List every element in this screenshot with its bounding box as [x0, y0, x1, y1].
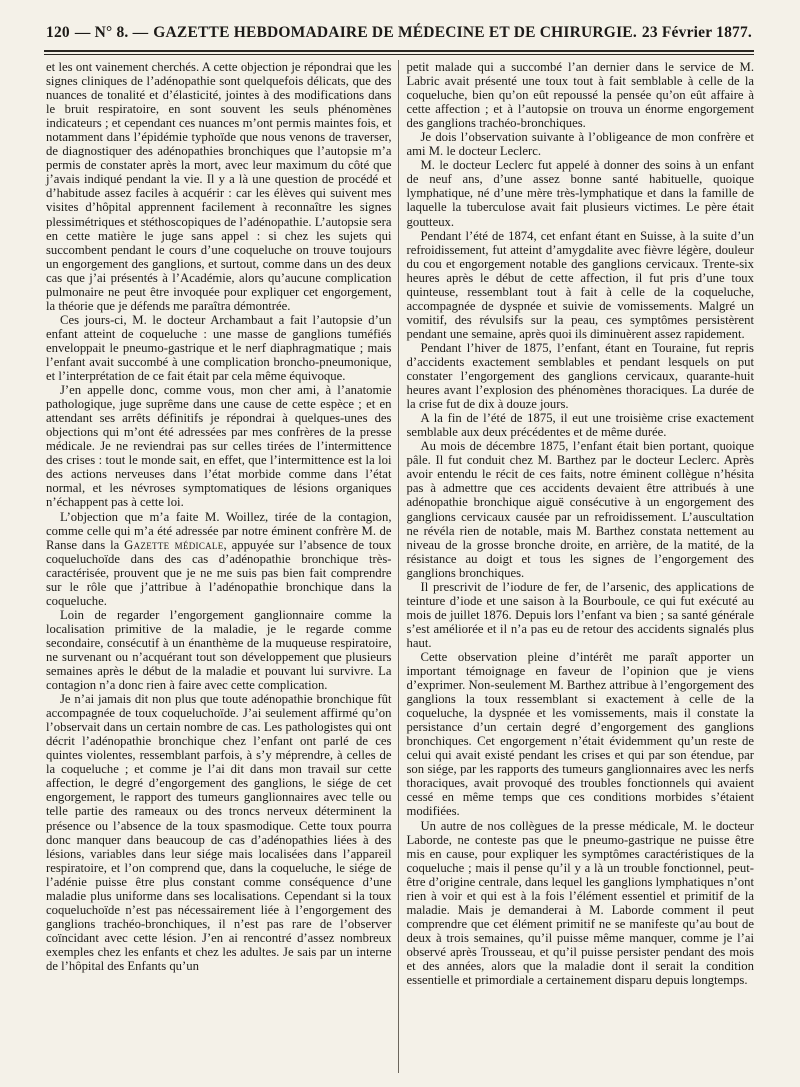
- paragraph: petit malade qui a succombé l’an dernier dans le service de M. Labric avait présenté une toux tout à fait semblable à celle de la coqueluche, bien qu’on eût repoussé la pensée qu’on eût affaire à cette affection ; et à l’autopsie on trouva un énorme engorgement des ganglions trachéo-bronchiques.: [406, 60, 754, 131]
- header-rule: [44, 50, 754, 52]
- text-run: , appuyée sur l’absence de toux coqueluchoïde dans des cas d’adénopathie bronchique très-caractérisée, prouvent que je ne me suis pas bien fait comprendre sur le rôle que j’attribue à l’adénopathie bronchique dans la coqueluche.: [46, 537, 392, 608]
- paragraph: Je n’ai jamais dit non plus que toute adénopathie bronchique fût accompagnée de toux coqueluchoïde. J’ai seulement affirmé qu’on l’observait dans un certain nombre de cas. Les pathologistes qui ont décrit l’adénopathie bronchique chez l’enfant ont parlé de ces quintes violentes, ressemblant parfois, à s’y méprendre, à celles de la coqueluche ; et comme je l’ai dit dans mon travail sur cette affection, le degré d’engorgement des ganglions, le siége de cet engorgement, le rapport des tumeurs ganglionnaires avec telle ou telle partie des rameaux ou des troncs nerveux déterminent la présence ou l’absence de la toux spasmodique. Cette toux pourra donc manquer dans beaucoup de cas d’adénopathies liées à des lésions, variables dans leur siége mais localisées dans l’appareil respiratoire, et l’on comprend que, dans la coqueluche, le siége de l’adénie puisse être plus constant comme conséquence d’une maladie plus uniforme dans ses localisations. Cependant si la toux coqueluchoïde n’est pas nécessairement liée à l’engorgement des ganglions trachéo-bronchiques, il n’est pas rare de l’observer coïncidant avec cette lésion. J’en ai rencontré d’assez nombreux exemples chez les enfants et chez les adultes. Je sais par un interne de l’hôpital des Enfants qu’un: [46, 692, 392, 973]
- paragraph: A la fin de l’été de 1875, il eut une troisième crise exactement semblable aux deux précédentes et de même durée.: [406, 411, 754, 440]
- issue-date: 23 Février 1877.: [641, 24, 752, 41]
- paragraph: Au mois de décembre 1875, l’enfant était bien portant, quoique pâle. Il fut conduit chez M. Barthez par le docteur Leclerc. Après avoir entendu le récit de ces faits, notre éminent collègue n’hésita pas à admettre que ces accidents devaient être attribués à une adénopathie bronchique aiguë consécutive à un engorgement des ganglions cervicaux causée par un refroidissement. L’auscultation ne révéla rien de notable, mais M. Barthez constata nettement au niveau de la grosse bronche droite, en arrière, de la matité, de la résistance au doigt et tous les signes de l’engorgement des ganglions bronchiques.: [406, 439, 754, 580]
- journal-title: GAZETTE HEBDOMADAIRE DE MÉDECINE ET DE CHIRURGIE.: [153, 24, 637, 41]
- article-body: [46, 60, 754, 1073]
- paragraph: Un autre de nos collègues de la presse médicale, M. le docteur Laborde, ne conteste pas que le pneumo-gastrique ne puisse être mis en cause, pour expliquer les symptômes caractéristiques de la coqueluche ; mais il pense qu’il y a là un trouble fonctionnel, peut-être d’origine centrale, dans lequel les ganglions lymphatiques n’ont rien à voir et qui est à la fois l’élément essentiel et primitif de la maladie. Mais je demanderai à M. Laborde comment il peut comprendre que cet élément primitif ne se manifeste qu’au bout de deux à trois semaines, qu’il puisse même manquer, comme je l’ai observé après Trousseau, et qu’il puisse persister pendant des mois et des années, alors que la maladie dont il serait la condition essentielle et primordiale a certainement disparu depuis longtemps.: [406, 818, 754, 988]
- paragraph: Cette observation pleine d’intérêt me paraît apporter un important témoignage en faveur de l’opinion que je viens d’exprimer. Non-seulement M. Barthez attribue à l’engorgement des ganglions la toux ressemblant si exactement à celle de la coqueluche, la dyspnée et les vomissements, mais il constate la persistance d’un certain degré d’engorgement des ganglions bronchiques. Cet engorgement n’était évidemment qu’un reste de celui qui avait existé pendant les crises et qui par son étendue, par son siége, par les rapports des tumeurs ganglionnaires avec les nerfs thoraciques, avait provoqué des troubles fonctionnels qui avaient cessé en même temps que ces conditions morbides s’étaient modifiées.: [406, 649, 754, 819]
- right-column: [399, 60, 755, 1073]
- paragraph: Je dois l’observation suivante à l’obligeance de mon confrère et ami M. le docteur Leclerc.: [406, 130, 754, 159]
- paragraph: Loin de regarder l’engorgement ganglionnaire comme la localisation primitive de la maladie, je le regarde comme secondaire, consécutif à un énanthème de la muqueuse respiratoire, ne survenant ou n’acquérant tout son développement que plusieurs semaines après le début de la maladie et pouvant lui survivre. La contagion n’a donc rien à faire avec cette complication.: [46, 607, 392, 693]
- running-header: [46, 24, 752, 50]
- left-column: [46, 60, 399, 1073]
- text-run: L’objection que m’a faite M. Woillez, tirée de la contagion, comme celle qui m’a été adressée par notre éminent confrère M. de Ranse dans la: [46, 509, 392, 552]
- paragraph: et les ont vainement cherchés. A cette objection je répondrai que les signes cliniques de l’adénopathie sont quelquefois délicats, que des nuances de tonalité et d’élasticité, jointes à des modifications dans le bruit respiratoire, en sont souvent les seuls phénomènes indicateurs ; et cependant ces nuances m’ont permis maintes fois, et notamment dans l’épidémie typhoïde que nous venons de traverser, de diagnostiquer des adénopathies bronchiques que l’autopsie m’a permis de constater après la mort, avec leur maximum du côté que j’avais indiqué pendant la vie. Il y a là une question de procédé et d’habitude assez faciles à acquérir : car les élèves qui suivent mes visites d’hôpital apprennent facilement à reconnaître les signes plessimétriques et stéthoscopiques de l’adénopathie. L’autopsie sera en cette matière le juge sans appel : si chez les sujets qui succombent pendant le cours d’une coqueluche on trouve toujours un engorgement des ganglions, et surtout, comme dans un des deux cas que j’ai présentés à l’Académie, alors qu’aucune complication pulmonaire ne peut être invoquée pour expliquer cet engorgement, la théorie que je défends me paraîtra démontrée.: [46, 60, 392, 313]
- paragraph: Pendant l’hiver de 1875, l’enfant, étant en Touraine, fut repris d’accidents exactement semblables et pendant lesquels on put constater l’engorgement des ganglions cervicaux, quarante-huit heures avant l’explosion des phénomènes thoraciques. La durée de la crise fut de dix à douze jours.: [406, 340, 754, 412]
- page-number: 120: [46, 24, 70, 41]
- header-rule-thin: [44, 54, 754, 55]
- paragraph: Ces jours-ci, M. le docteur Archambaut a fait l’autopsie d’un enfant atteint de coqueluche : une masse de ganglions tuméfiés enveloppait le pneumo-gastrique et le nerf diaphragmatique ; mais l’enfant avait succombé à une complication broncho-pneumonique, et l’interprétation de ce fait était par cela même équivoque.: [46, 312, 392, 384]
- paragraph: Il prescrivit de l’iodure de fer, de l’arsenic, des applications de teinture d’iode et une saison à la Bourboule, ce qui fut exécuté au mois de juillet 1876. Depuis lors l’enfant va bien ; sa santé générale s’est améliorée et il n’a pas eu de retour des accidents signalés plus haut.: [406, 579, 754, 650]
- paragraph: [46, 510, 392, 608]
- paragraph: M. le docteur Leclerc fut appelé à donner des soins à un enfant de neuf ans, d’une assez bonne santé habituelle, quoique lymphatique, né d’une mère très-lymphatique et dans la famille de laquelle la tuberculose avait fait plusieurs victimes. Le père était goutteux.: [406, 158, 754, 229]
- paragraph: J’en appelle donc, comme vous, mon cher ami, à l’anatomie pathologique, juge suprême dans une cause de cette espèce ; et en attendant ses arrêts définitifs je répondrai à quelques-unes des objections qui m’ont été adressées par mes confrères de la presse médicale. Je ne reviendrai pas sur celles tirées de l’intermittence des crises : tout le monde sait, en effet, que l’intermittence est la loi des actions nerveuses dans l’état morbide comme dans l’état normal, et les névroses symptomatiques de lésions organiques n’échappent pas à cette loi.: [46, 383, 392, 510]
- journal-reference: Gazette médicale: [124, 537, 224, 552]
- issue-number: — N° 8. —: [74, 24, 149, 41]
- paragraph: Pendant l’été de 1874, cet enfant étant en Suisse, à la suite d’un refroidissement, fut atteint d’amygdalite avec fièvre légère, douleur du cou et engorgement notable des ganglions cervicaux. Trente-six heures après le début de cette affection, il fut pris d’une toux quinteuse, ressemblant tout à fait à celle de la coqueluche, accompagnée de dyspnée et suivie de vomissements. Malgré un vomitif, des révulsifs sur la peau, ces symptômes persistèrent pendant une semaine, après quoi ils diminuèrent assez rapidement.: [406, 228, 754, 341]
